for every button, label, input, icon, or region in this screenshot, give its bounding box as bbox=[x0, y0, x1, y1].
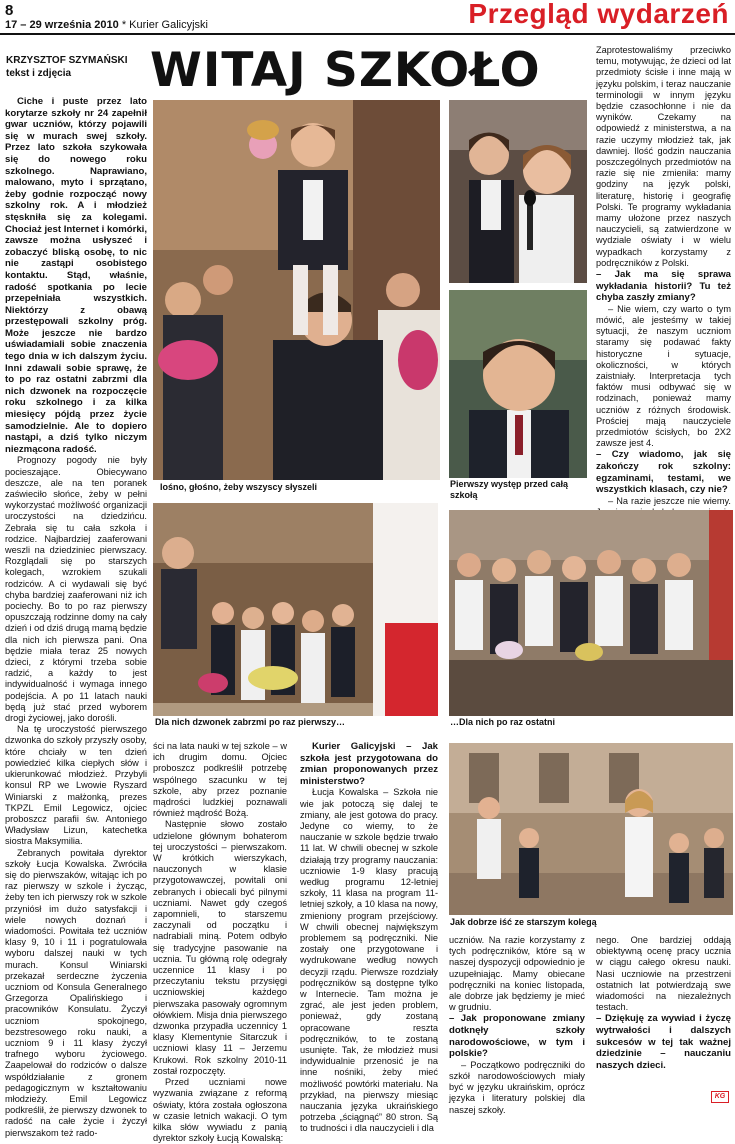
photo-girl-microphone bbox=[449, 100, 587, 283]
author-name: KRZYSZTOF SZYMAŃSKI bbox=[6, 55, 128, 66]
issue-date: 17 – 29 września 2010 bbox=[5, 19, 119, 31]
body-paragraph: Następnie słowo zostało udzielone głównym bohaterom tej uroczystości – pierwszakom. W krótkich wierszykach, nauczonych w klasie przygotowawczej, powitali oni zebranych i obiecali być pilnymi uczniami. Nawet gdy czegoś zapomnieli, to starszemu zaczynali od początku i nadrabiali miną. Potem odbyło się tradycyjne pasowanie na ucznia. Tu główną rolę odegrały uczennice 11 klasy i po przeczytaniu tekstu przysięgi uczniowskiej każdego pierwszaka pasowały ogromnym ołówkiem. Misja dnia pierwszego dzwonka przypadła uczennicy 1 klasy Klementynie Sitarczuk i uczniowi klasy 11 – Jerzemu Krukowi. Rok szkolny 2010-11 został rozpoczęty. bbox=[153, 819, 287, 1076]
body-paragraph: uczniów. Na razie korzystamy z tych podręczników, które są w naszej dyspozycji odpowiednio je uzupełniając. Mamy obiecane podręczniki na koniec listopada, ale dobrze jak będziemy je mieć w grudniu. bbox=[449, 935, 585, 1013]
header-rule bbox=[0, 33, 735, 35]
photo-first-graders bbox=[153, 503, 438, 716]
caption-photo-6: Jak dobrze iść ze starszym kolegą bbox=[450, 917, 597, 927]
body-paragraph: Na tę uroczystość pierwszego dzwonka do szkoły przyszły osoby, które chciały w ten dzień powiedzieć kilka ciepłych słów i ukierunkować młodzież. Przybyli konsul RP we Lwowie Ryszard Winiarski z małżonką, prezes TKPZL Emil Legowicz, ojciec proboszcz parafii św. Antoniego Władysław Lizun, katechetka siostra Maksymilia. bbox=[5, 724, 147, 847]
article-column-2 bbox=[153, 741, 287, 1144]
body-paragraph: – Nie wiem, czy warto o tym mówić, ale jesteśmy w takiej sytuacji, że naszym uczniom staramy się podawać fakty historyczne i sytuacje, okoliczności, w których zaistniały. Interpretacja tych faktów musi odbywać się w rodzinach, ponieważ mamy uczniów z różnych środowisk. Prościej mają nauczyciele przedmiotów ścisłych, bo 2X2 zawsze jest 4. bbox=[596, 303, 731, 449]
issue-separator: * bbox=[121, 19, 127, 31]
article-column-3 bbox=[300, 741, 438, 1134]
issue-line bbox=[5, 19, 208, 31]
byline bbox=[6, 54, 146, 80]
photo-boy-speaking bbox=[449, 290, 587, 478]
article-column-right-top bbox=[596, 45, 731, 507]
headline: WITAJ SZKOŁO bbox=[150, 43, 541, 98]
page-number: 8 bbox=[5, 2, 14, 19]
body-paragraph: Łucja Kowalska – Szkoła nie wie jak potoczą się dalej te zmiany, ale jest gotowa do pracy. Jedyne co wiemy, to że nauczanie w szkole będzie trwało 11 lat. W chwili obecnej w szkole działają trzy programy nauczania: uczniowie 1-9 klasy pracują według programu 12-letniej szkoły, 11 klasa na program 11-letniej szkoły, a 10 klasa na nowy, zmieniony program przejściowy. W chwili obecnej największym problemem są podręczniki. Nie zostały one przygotowane i wydrukowane według nowych decyzji rządu. Pierwsze rozdziały podręczników są dostępne tylko w Internecie. Tam można je zgrać, ale jest jeden problem, ponieważ, gdy zostaną opracowane reszta podręczników, to te zostaną usunięte. Tak, że młodzież musi indywidualnie przenosić je na inne nośniki, żeby mieć możliwość powtórki materiału. Na przykład, na pierwszy miesiąc nauczania języka ukraińskiego potrzeba „ściągnąć” 80 stron. Są to trudności i dla nauczycieli i dla bbox=[300, 787, 438, 1134]
article-column-1 bbox=[5, 96, 147, 1138]
interview-question: – Jak ma się sprawa wykładania historii? Tu też chyba zaszły zmiany? bbox=[596, 269, 731, 304]
caption-photo-1: Iośno, głośno, żeby wszyscy słyszeli bbox=[160, 482, 318, 492]
caption-photo-4: Dla nich dzwonek zabrzmi po raz pierwszy… bbox=[155, 717, 346, 727]
section-title: Przegląd wydarzeń bbox=[468, 0, 729, 29]
body-paragraph: nego. One bardziej oddają obiektywną ocenę pracy ucznia w ciągu całego okresu nauki. Nasi uczniowie na przestrzeni ostatnich lat potwierdzają swe wiadomości na niezależnych testach. bbox=[596, 935, 731, 1013]
publication-logo: KG bbox=[711, 1091, 729, 1103]
lead-paragraph: Ciche i puste przez lato korytarze szkoły nr 24 zapełnił gwar uczniów, którzy pojawili się w murach swej szkoły. Przez lato szkoła szykowała się do nowego roku szkolnego. Naprawiano, malowano, myto i sprzątano, żeby godnie rozpocząć nowy szkolny rok. A i młodzież stęskniła się za kolegami. Chociaż jest Internet i komórki, zawsze można usłyszeć i zobaczyć bliską osobę, to nic nie zastąpi osobistego kontaktu. Stąd, właśnie, radość spotkania po lecie przepełniała wszystkich. Niektórzy z obawą przestępowali szkolny próg. Może jeszcze nie bardzo uświadamiali sobie znaczenia tego dnia w ich dalszym życiu. Inni zdawali sobie sprawę, że to po raz ostatni zabrzmi dla nich dzwonek na rozpoczęcie roku szkolnego i za kilka miesięcy pójdą przez życie samodzielnie. Ale to dopiero nastąpi, a dziś tylko niczym niezmącona radość. bbox=[5, 96, 147, 455]
caption-photo-3: Pierwszy występ przed całą szkołą bbox=[450, 479, 569, 500]
body-paragraph: ści na lata nauki w tej szkole – w ich drugim domu. Ojciec proboszcz podkreślił potrzebę wspólnego szacunku w tej szkole, aby przez poznanie mądrości ludzkiej poznawali również mądrość Bożą. bbox=[153, 741, 287, 819]
photo-graduates bbox=[449, 510, 733, 716]
body-paragraph: Zebranych powitała dyrektor szkoły Łucja Kowalska. Zwróciła się do pierwszaków, witając ich po raz pierwszy w szkole i życząc, żeby ten ich pierwszy rok w szkole przyniósł im dużo satysfakcji i wiele nowych doznań i wiadomości. Powitała też uczniów klasy 9, 10 i 11 i pogratulowała wyboru dalszej nauki w tych murach. Konsul Winiarski przekazał serdeczne życzenia uczniom od Konsula Generalnego Grzegorza Opalińskiego i pracowników Konsulatu. Życzył uczniom spokojnego, bezstresowego roku nauki, a uczniom 9 i 11 klasy życzył trafnego wyboru życiowego. Zaapelował do rodziców o dalsze współdziałanie z gronem pedagogicznym w kształtowaniu młodzieży. Emil Legowicz podkreślił, że pierwszy dzwonek to radość na całe życie i życzył pierwszakom też rado- bbox=[5, 847, 147, 1138]
body-paragraph: Przed uczniami nowe wyzwania związane z reformą oświaty, która została ogłoszona w czasie letnich wakacji. O tym kilka słów wywiadu z panią dyrektor szkoły Łucją Kowalską: bbox=[153, 1077, 287, 1144]
article-column-5 bbox=[596, 935, 731, 1085]
photo-girl-with-bell bbox=[153, 100, 440, 480]
interview-question: – Czy wiadomo, jak się zakończy rok szkolny: egzaminami, testami, we wszystkich klasach, czy nie? bbox=[596, 449, 731, 496]
photo-walking-together bbox=[449, 743, 733, 915]
author-note: tekst i zdjęcia bbox=[6, 68, 72, 79]
article-column-4 bbox=[449, 935, 585, 1115]
interview-question: – Jak proponowane zmiany dotknęły szkoły narodowościowe, w tym i polskie? bbox=[449, 1013, 585, 1060]
body-paragraph: – Początkowo podręczniki do szkół narodowościowych miały być w języku ukraińskim, oprócz języka i literatury polskiej dla naszej szkoły. bbox=[449, 1059, 585, 1115]
publication-name: Kurier Galicyjski bbox=[129, 19, 209, 31]
interview-question: Kurier Galicyjski – Jak szkoła jest przygotowana do zmian proponowanych przez ministerstwo? bbox=[300, 741, 438, 787]
body-paragraph: – Na razie jeszcze nie wiemy. bbox=[608, 495, 731, 506]
caption-photo-5: …Dla nich po raz ostatni bbox=[450, 717, 556, 727]
body-paragraph: Zaprotestowaliśmy przeciwko temu, motywując, że dzieci od lat przedmioty ścisłe i inne mają w języku polskim, i teraz nauczanie terminologii w innym języku będzie czasochłonne i nie da wyników. Czekamy na odpowiedź z ministerstwa, a na razie uczymy młodzież tak, jak dawniej. Ilość godzin nauczania poszczególnych przedmiotów na razie się nie zmieniła: mamy godziny na język polski, literaturę, historię i geografię Polski. Te programy wykładania mamy ułożone przez naszych nauczycieli, są zatwierdzone w wydziale oświaty i w wielu wypadkach korzystamy z podręczników z Polski. bbox=[596, 45, 731, 268]
body-paragraph: Prognozy pogody nie były pocieszające. Obiecywano deszcze, ale na ten poranek zaświeciło słońce, żeby w pełni wykorzystać możliwość organizacji uroczystości na dziedzińcu. Zebrała się tu cała szkoła i rodzice. Najbardziej zaaferowani weszli na dziedziniec pierwszacy. Rozglądali się po starszych kolegach, wzrokiem szukali rodziców. A ci wydawali się być chyba bardziej zaaferowani niż ich pociechy. Bo to po raz pierwszy opuszczają rodzinne domy na cały dzień i od dziś drugą mamą będzie dla nich ich pierwsza pani. Ona będzie miała teraz 25 nowych dzieci, z którymi trzeba sobie radzić, a każdy to jest indywidualność i wymaga innego podejścia. A po 11 latach nauki będą już stać przed wyborem drogi życiowej, jako dorośli. bbox=[5, 455, 147, 724]
interview-question: – Dziękuję za wywiad i życzę wytrwałości i dalszych sukcesów w tej tak ważnej dziedzinie – nauczaniu naszych dzieci. bbox=[596, 1013, 731, 1071]
